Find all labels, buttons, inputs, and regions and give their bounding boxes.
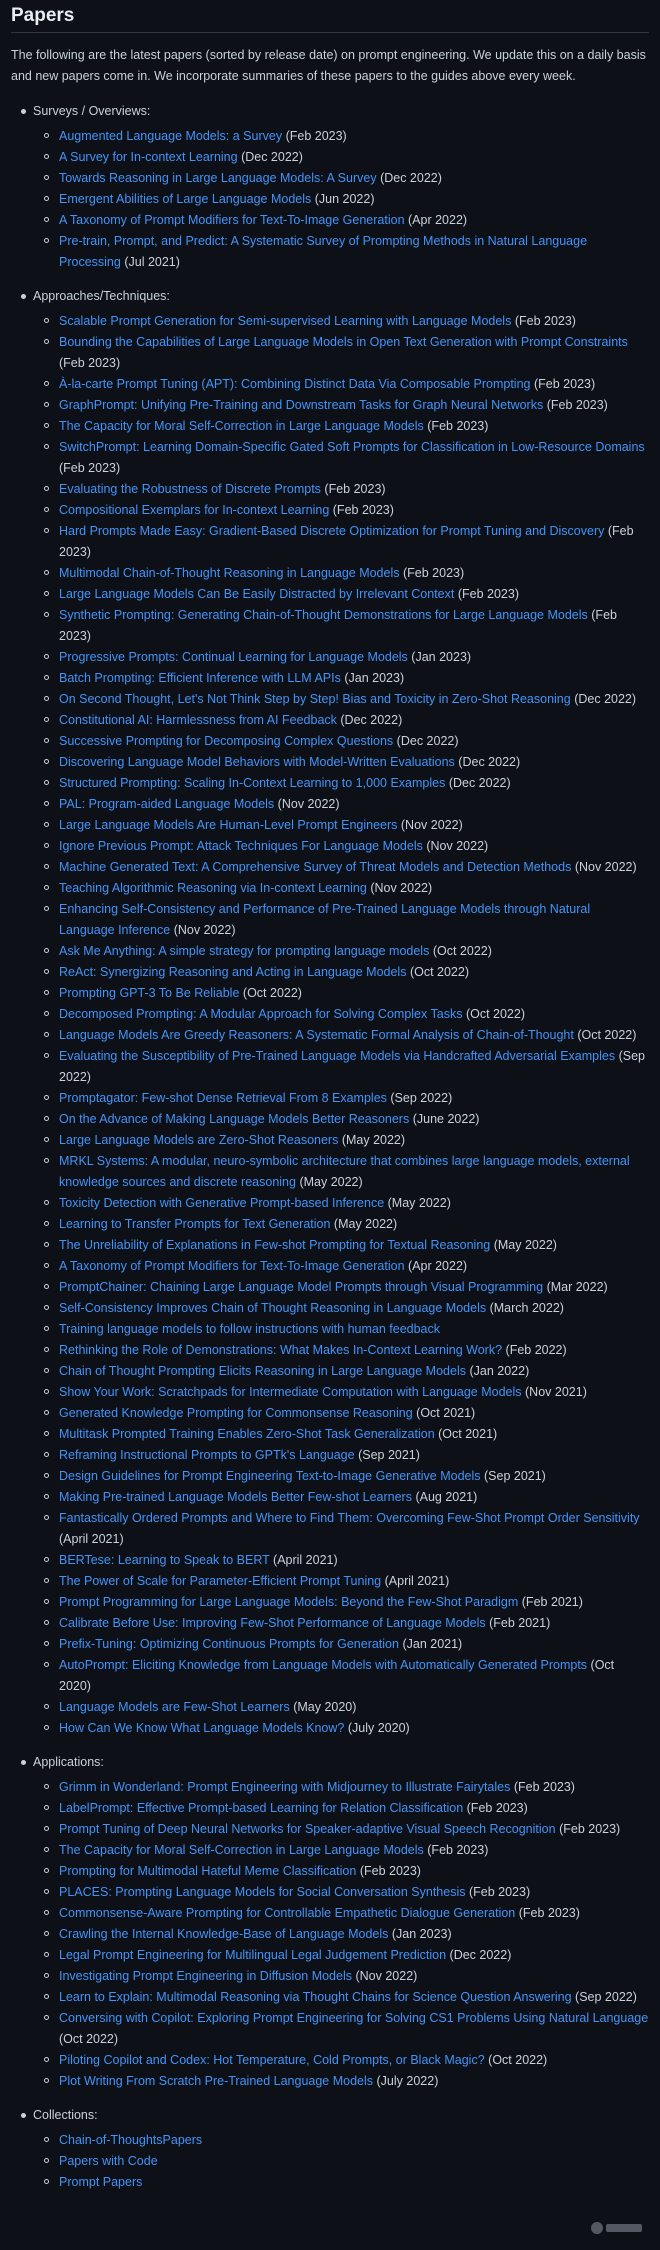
paper-date: (Dec 2022) [574,692,637,706]
paper-date: (Feb 2023) [59,524,634,559]
paper-link[interactable]: Towards Reasoning in Large Language Models: A Survey [59,171,377,185]
paper-date: (Nov 2021) [525,1385,587,1399]
paper-date: (Feb 2023) [427,1843,489,1857]
section-collections [11,2105,649,2193]
paper-list-item [33,311,649,332]
paper-date: (Oct 2020) [59,1658,615,1693]
paper-link[interactable]: Augmented Language Models: a Survey [59,129,283,143]
paper-link[interactable]: BERTese: Learning to Speak to BERT [59,1553,270,1567]
paper-link[interactable]: Legal Prompt Engineering for Multilingual Legal Judgement Prediction [59,1948,447,1962]
paper-list-item [33,332,649,374]
paper-date: (Nov 2022) [370,881,433,895]
paper-date: (Feb 2023) [466,1801,528,1815]
paper-date: (Feb 2023) [514,314,576,328]
paper-list-item [33,836,649,857]
paper-link[interactable]: A Taxonomy of Prompt Modifiers for Text-To-Image Generation [59,213,405,227]
paper-date: (Oct 2021) [416,1406,476,1420]
paper-date: (Feb 2023) [559,1822,621,1836]
paper-link[interactable]: Prompt Tuning of Deep Neural Networks for Speaker-adaptive Visual Speech Recognition [59,1822,556,1836]
paper-date: (Apr 2022) [408,1259,468,1273]
paper-link[interactable]: Piloting Copilot and Codex: Hot Temperature, Cold Prompts, or Black Magic? [59,2053,485,2067]
paper-date: (Feb 2021) [489,1616,551,1630]
paper-date: (Jan 2023) [411,650,472,664]
paper-list-item [33,941,649,962]
paper-list-item [33,1966,649,1987]
paper-list-item [33,189,649,210]
paper-link[interactable]: Reframing Instructional Prompts to GPTk's Language [59,1448,355,1462]
paper-list-item [33,668,649,689]
paper-list-item [33,416,649,437]
paper-link[interactable]: Decomposed Prompting: A Modular Approach for Solving Complex Tasks [59,1007,463,1021]
paper-link[interactable]: Successive Prompting for Decomposing Complex Questions [59,734,394,748]
paper-list-item [33,1151,649,1193]
paper-list-item [33,983,649,1004]
paper-date: (Feb 2023) [533,377,596,391]
paper-list-item [33,1319,649,1340]
paper-link[interactable]: Prefix-Tuning: Optimizing Continuous Prompts for Generation [59,1637,399,1651]
paper-list-item [33,1571,649,1592]
paper-date: (Feb 2022) [505,1343,567,1357]
paper-date: (Feb 2023) [59,608,617,643]
paper-link[interactable]: Ask Me Anything: A simple strategy for prompting language models [59,944,430,958]
paper-date: (Feb 2023) [402,566,465,580]
paper-list-item [33,1256,649,1277]
paper-list-item [33,210,649,231]
paper-link[interactable]: Multimodal Chain-of-Thought Reasoning in Language Models [59,566,400,580]
paper-list-item [33,1634,649,1655]
paper-link[interactable]: Investigating Prompt Engineering in Diffusion Models [59,1969,352,1983]
paper-date: (Jun 2022) [314,192,375,206]
paper-date: (Dec 2022) [449,1948,512,1962]
paper-link[interactable]: How Can We Know What Language Models Know? [59,1721,345,1735]
paper-list-item [33,1277,649,1298]
paper-list-item [33,1924,649,1945]
paper-link[interactable]: Prompt Programming for Large Language Models: Beyond the Few-Shot Paradigm [59,1595,519,1609]
paper-link[interactable]: Evaluating the Robustness of Discrete Prompts [59,482,321,496]
paper-link[interactable]: PLACES: Prompting Language Models for Social Conversation Synthesis [59,1885,466,1899]
paper-list-item [33,1697,649,1718]
paper-list-item [33,1508,649,1550]
paper-link[interactable]: GraphPrompt: Unifying Pre-Training and Downstream Tasks for Graph Neural Networks [59,398,544,412]
paper-list-item [33,2172,649,2193]
paper-list-item [33,395,649,416]
paper-date: (May 2022) [387,1196,451,1210]
paper-list-item [33,2050,649,2071]
paper-date: (April 2021) [273,1553,338,1567]
paper-link[interactable]: Structured Prompting: Scaling In-Context Learning to 1,000 Examples [59,776,446,790]
paper-link[interactable]: On Second Thought, Let's Not Think Step by Step! Bias and Toxicity in Zero-Shot Reasoning [59,692,571,706]
paper-link[interactable]: Papers with Code [59,2154,158,2168]
paper-list-item [33,1235,649,1256]
paper-link[interactable]: Generated Knowledge Prompting for Commonsense Reasoning [59,1406,413,1420]
paper-link[interactable]: Chain-of-ThoughtsPapers [59,2133,203,2147]
paper-date: (Dec 2022) [340,713,403,727]
paper-date: (July 2022) [376,2074,439,2088]
paper-date: (Jan 2023) [344,671,405,685]
paper-link[interactable]: Rethinking the Role of Demonstrations: What Makes In-Context Learning Work? [59,1343,503,1357]
paper-list-item [33,1819,649,1840]
paper-date: (Sep 2021) [358,1448,420,1462]
paper-link[interactable]: A Taxonomy of Prompt Modifiers for Text-To-Image Generation [59,1259,405,1273]
section-list [11,101,649,2193]
paper-link[interactable]: Promptagator: Few-shot Dense Retrieval From 8 Examples [59,1091,387,1105]
paper-link[interactable]: Enhancing Self-Consistency and Performance of Pre-Trained Language Models through Natural Language Inference [59,902,591,937]
paper-list-item [33,1613,649,1634]
paper-date: (Nov 2022) [277,797,340,811]
paper-date: (Apr 2022) [408,213,468,227]
paper-date: (July 2020) [347,1721,410,1735]
section-title: Surveys / Overviews: [33,104,151,118]
paper-list-item [33,1403,649,1424]
paper-link[interactable]: Evaluating the Susceptibility of Pre-Trained Language Models via Handcrafted Adversarial Examples [59,1049,616,1063]
paper-list-item [33,1655,649,1697]
paper-link[interactable]: Large Language Models are Zero-Shot Reasoners [59,1133,339,1147]
paper-date: (Feb 2021) [521,1595,583,1609]
paper-date: (Oct 2022) [432,944,492,958]
paper-date: (Nov 2022) [355,1969,418,1983]
paper-list-item [33,878,649,899]
paper-date: (May 2022) [299,1175,363,1189]
paper-list-item [33,126,649,147]
paper-link[interactable]: On the Advance of Making Language Models Better Reasoners [59,1112,410,1126]
paper-link[interactable]: Prompt Papers [59,2175,143,2189]
paper-list-item [33,1340,649,1361]
paper-link[interactable]: Learning to Transfer Prompts for Text Generation [59,1217,331,1231]
paper-date: (Feb 2023) [285,129,347,143]
paper-link[interactable]: SwitchPrompt: Learning Domain-Specific Gated Soft Prompts for Classification in Low-Resource Domains [59,440,645,454]
paper-list-item [33,689,649,710]
paper-date: (Feb 2023) [518,1906,580,1920]
paper-date: (Oct 2022) [465,1007,525,1021]
paper-date: (Dec 2022) [380,171,442,185]
paper-date: (Jul 2021) [124,255,180,269]
paper-list-item [33,437,649,479]
paper-link[interactable]: Grimm in Wonderland: Prompt Engineering with Midjourney to Illustrate Fairytales [59,1780,511,1794]
paper-list-item [33,1945,649,1966]
paper-list-item [33,1130,649,1151]
paper-link[interactable]: Chain of Thought Prompting Elicits Reasoning in Large Language Models [59,1364,466,1378]
paper-date: (Dec 2022) [396,734,459,748]
paper-link[interactable]: The Power of Scale for Parameter-Efficient Prompt Tuning [59,1574,382,1588]
watermark-icon [590,2218,645,2238]
paper-list-item [33,1718,649,1739]
title-divider [11,32,649,33]
paper-link[interactable]: Teaching Algorithmic Reasoning via In-context Learning [59,881,367,895]
paper-list-item [33,1214,649,1235]
paper-list-item [33,1798,649,1819]
paper-date: (Sep 2022) [575,1990,637,2004]
paper-list-item [33,2008,649,2050]
paper-link[interactable]: Hard Prompts Made Easy: Gradient-Based Discrete Optimization for Prompt Tuning and Discovery [59,524,605,538]
paper-link[interactable]: Self-Consistency Improves Chain of Thought Reasoning in Language Models [59,1301,487,1315]
paper-date: (Feb 2023) [324,482,386,496]
paper-link[interactable]: Design Guidelines for Prompt Engineering Text-to-Image Generative Models [59,1469,481,1483]
page-title: Papers [11,5,75,26]
paper-list-item [33,1987,649,2008]
paper-list-item [33,2071,649,2092]
paper-link[interactable]: Crawling the Internal Knowledge-Base of Language Models [59,1927,389,1941]
paper-list-item [33,899,649,941]
paper-link[interactable]: Batch Prompting: Efficient Inference with LLM APIs [59,671,341,685]
paper-link[interactable]: Large Language Models Are Human-Level Prompt Engineers [59,818,398,832]
paper-link[interactable]: Learn to Explain: Multimodal Reasoning via Thought Chains for Science Question Answering [59,1990,572,2004]
paper-date: (Mar 2022) [546,1280,608,1294]
paper-link[interactable]: Show Your Work: Scratchpads for Intermediate Computation with Language Models [59,1385,522,1399]
paper-link[interactable]: Prompting for Multimodal Hateful Meme Classification [59,1864,357,1878]
paper-date: (Nov 2022) [400,818,463,832]
paper-date: (Feb 2023) [513,1780,575,1794]
paper-link[interactable]: Making Pre-trained Language Models Better Few-shot Learners [59,1490,412,1504]
paper-link[interactable]: Multitask Prompted Training Enables Zero-Shot Task Generalization [59,1427,435,1441]
paper-date: (Jan 2022) [469,1364,530,1378]
paper-list-item [33,1466,649,1487]
paper-date: (Dec 2022) [458,755,521,769]
paper-list-item [33,962,649,983]
paper-link[interactable]: Calibrate Before Use: Improving Few-Shot Performance of Language Models [59,1616,486,1630]
paper-list-item [33,2151,649,2172]
paper-date: (Aug 2021) [415,1490,478,1504]
paper-list-item [33,647,649,668]
paper-list-item [33,1193,649,1214]
paper-list-item [33,1487,649,1508]
paper-link[interactable]: Toxicity Detection with Generative Prompt-based Inference [59,1196,385,1210]
paper-date: (Feb 2023) [359,1864,421,1878]
paper-date: (April 2021) [384,1574,450,1588]
paper-list [33,2130,649,2193]
paper-list-item [33,1777,649,1798]
paper-list-item [33,731,649,752]
paper-list-item [33,374,649,395]
paper-date: (Jan 2021) [402,1637,463,1651]
paper-date: (June 2022) [412,1112,480,1126]
paper-date: (Feb 2023) [457,587,519,601]
section-surveys [11,101,649,273]
paper-link[interactable]: Bounding the Capabilities of Large Language Models in Open Text Generation with Prompt Constraints [59,335,628,349]
paper-date: (Nov 2022) [574,860,637,874]
paper-date: (Sep 2021) [484,1469,546,1483]
paper-list-item [33,521,649,563]
paper-list-item [33,563,649,584]
paper-date: (May 2022) [493,1238,557,1252]
paper-date: (Feb 2023) [468,1885,531,1899]
paper-link[interactable]: Compositional Exemplars for In-context Learning [59,503,330,517]
paper-link[interactable]: Plot Writing From Scratch Pre-Trained Language Models [59,2074,374,2088]
paper-list-item [33,1361,649,1382]
paper-link[interactable]: Language Models Are Greedy Reasoners: A Systematic Formal Analysis of Chain-of-Thought [59,1028,574,1042]
paper-date: (March 2022) [489,1301,564,1315]
paper-link[interactable]: Machine Generated Text: A Comprehensive Survey of Threat Models and Detection Methods [59,860,572,874]
paper-date: (Oct 2022) [242,986,302,1000]
paper-link[interactable]: Pre-train, Prompt, and Predict: A Systematic Survey of Prompting Methods in Natural Language Processing [59,234,588,269]
paper-date: (May 2022) [341,1133,406,1147]
paper-date: (Sep 2022) [390,1091,453,1105]
paper-list [33,126,649,273]
paper-link[interactable]: Ignore Previous Prompt: Attack Techniques For Language Models [59,839,423,853]
paper-link[interactable]: A Survey for In-context Learning [59,150,238,164]
paper-link[interactable]: Progressive Prompts: Continual Learning for Language Models [59,650,408,664]
paper-link[interactable]: ReAct: Synergizing Reasoning and Acting in Language Models [59,965,407,979]
paper-link[interactable]: Large Language Models Can Be Easily Distracted by Irrelevant Context [59,587,455,601]
paper-date: (Dec 2022) [448,776,511,790]
paper-list-item [33,752,649,773]
paper-link[interactable]: À-la-carte Prompt Tuning (APT): Combining Distinct Data Via Composable Prompting [59,377,531,391]
paper-link[interactable]: Synthetic Prompting: Generating Chain-of-Thought Demonstrations for Large Language Models [59,608,588,622]
paper-list [33,311,649,1739]
paper-list [33,1777,649,2092]
paper-list-item [33,1424,649,1445]
paper-link[interactable]: The Capacity for Moral Self-Correction in Large Language Models [59,419,424,433]
paper-list-item [33,479,649,500]
paper-date: (Jan 2023) [391,1927,452,1941]
intro-paragraph: The following are the latest papers (sorted by release date) on prompt engineering. We update this on a daily basis and new papers come in. We incorporate summaries of these papers to the guides above every week. [11,48,646,83]
paper-list-item [33,815,649,836]
paper-link[interactable]: Scalable Prompt Generation for Semi-supervised Learning with Language Models [59,314,512,328]
paper-link[interactable]: Training language models to follow instructions with human feedback [59,1322,440,1336]
paper-date: (Feb 2023) [427,419,489,433]
paper-link[interactable]: Language Models are Few-Shot Learners [59,1700,290,1714]
paper-list-item [33,1109,649,1130]
paper-list-item [33,773,649,794]
section-applications [11,1752,649,2092]
paper-list-item [33,710,649,731]
paper-list-item [33,605,649,647]
paper-date: (Oct 2022) [488,2053,548,2067]
paper-date: (Feb 2023) [59,461,121,475]
paper-link[interactable]: MRKL Systems: A modular, neuro-symbolic architecture that combines large language models, external knowledge sources and discrete reasoning [59,1154,630,1189]
paper-list-item [33,500,649,521]
paper-date: (Nov 2022) [173,923,236,937]
paper-list-item [33,584,649,605]
paper-link[interactable]: The Capacity for Moral Self-Correction in Large Language Models [59,1843,424,1857]
paper-link[interactable]: AutoPrompt: Eliciting Knowledge from Language Models with Automatically Generated Prompts [59,1658,588,1672]
paper-list-item [33,231,649,273]
paper-link[interactable]: Conversing with Copilot: Exploring Prompt Engineering for Solving CS1 Problems Using Natural Language [59,2011,649,2025]
paper-link[interactable]: Constitutional AI: Harmlessness from AI Feedback [59,713,337,727]
paper-date: (Oct 2022) [409,965,469,979]
paper-list-item [33,147,649,168]
paper-link[interactable]: Emergent Abilities of Large Language Models [59,192,312,206]
paper-list-item [33,1592,649,1613]
section-title: Approaches/Techniques: [33,289,170,303]
paper-date: (Oct 2022) [577,1028,637,1042]
paper-date: (Oct 2021) [438,1427,498,1441]
paper-list-item [33,1025,649,1046]
paper-list-item [33,2130,649,2151]
section-title: Applications: [33,1755,104,1769]
paper-date: (May 2022) [333,1217,398,1231]
paper-date: (Feb 2023) [332,503,394,517]
paper-list-item [33,857,649,878]
paper-date: (Feb 2023) [59,356,121,370]
paper-link[interactable]: PAL: Program-aided Language Models [59,797,275,811]
paper-link[interactable]: PromptChainer: Chaining Large Language Model Prompts through Visual Programming [59,1280,544,1294]
paper-date: (Feb 2023) [546,398,608,412]
paper-list-item [33,1298,649,1319]
paper-list-item [33,1004,649,1025]
paper-list-item [33,1903,649,1924]
paper-list-item [33,1046,649,1088]
paper-date: (Oct 2022) [59,2032,119,2046]
paper-link[interactable]: Fantastically Ordered Prompts and Where to Find Them: Overcoming Few-Shot Prompt Order Sensitivity [59,1511,640,1525]
paper-link[interactable]: Prompting GPT-3 To Be Reliable [59,986,240,1000]
paper-list-item [33,1550,649,1571]
paper-list-item [33,1861,649,1882]
paper-list-item [33,794,649,815]
paper-date: (April 2021) [59,1532,124,1546]
paper-date: (Nov 2022) [426,839,489,853]
paper-link[interactable]: Commonsense-Aware Prompting for Controllable Empathetic Dialogue Generation [59,1906,516,1920]
paper-list-item [33,1840,649,1861]
section-title: Collections: [33,2108,98,2122]
paper-list-item [33,1882,649,1903]
section-approaches [11,286,649,1739]
paper-list-item [33,1382,649,1403]
paper-date: (May 2020) [293,1700,357,1714]
paper-list-item [33,168,649,189]
paper-list-item [33,1445,649,1466]
paper-link[interactable]: Discovering Language Model Behaviors with Model-Written Evaluations [59,755,455,769]
paper-date: (Dec 2022) [241,150,303,164]
paper-link[interactable]: The Unreliability of Explanations in Few-shot Prompting for Textual Reasoning [59,1238,491,1252]
paper-date: (Sep 2022) [59,1049,645,1084]
paper-link[interactable]: LabelPrompt: Effective Prompt-based Learning for Relation Classification [59,1801,464,1815]
paper-list-item [33,1088,649,1109]
